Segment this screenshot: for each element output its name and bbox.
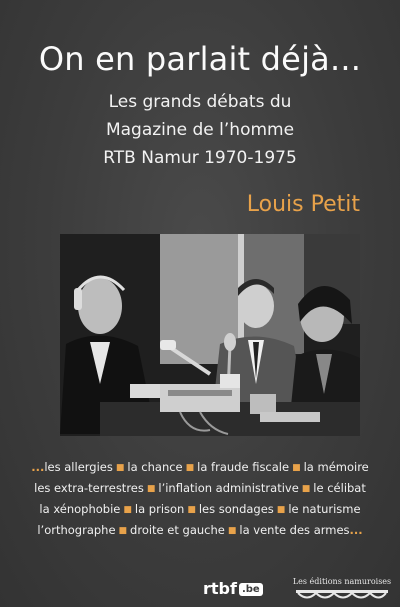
- topic-item: la fraude fiscale: [197, 460, 290, 474]
- bullet-icon: ■: [187, 505, 196, 515]
- topic-item: les sondages: [198, 502, 274, 516]
- bullet-icon: ■: [276, 505, 286, 515]
- ellipsis-trail: ...: [349, 523, 363, 537]
- bullet-icon: ■: [227, 526, 237, 536]
- subtitle-line-3: RTB Namur 1970-1975: [103, 148, 297, 168]
- cover-photo: [60, 234, 360, 436]
- topic-item: les extra-terrestres: [34, 481, 144, 495]
- bullet-icon: ■: [123, 505, 132, 515]
- rtbf-logo: [203, 579, 263, 598]
- bullet-icon: ■: [146, 484, 156, 494]
- bullet-icon: ■: [292, 463, 301, 473]
- bullet-icon: ■: [115, 463, 125, 473]
- topic-item: la xénophobie: [39, 502, 121, 516]
- author-name: Louis Petit: [246, 192, 360, 217]
- book-title: On en parlait déjà...: [38, 40, 362, 78]
- topics-line-3: [0, 502, 400, 516]
- topic-item: la mémoire: [303, 460, 369, 474]
- subtitle-line-1: Les grands débats du: [108, 92, 292, 112]
- bullet-icon: ■: [118, 526, 128, 536]
- topic-item: l’inflation administrative: [158, 481, 299, 495]
- topic-item: la vente des armes: [239, 523, 350, 537]
- topics-line-2: [0, 481, 400, 495]
- topic-item: les allergies: [44, 460, 113, 474]
- topic-item: le célibat: [313, 481, 366, 495]
- bullet-icon: ■: [301, 484, 311, 494]
- subtitle-line-2: Magazine de l’homme: [105, 120, 295, 140]
- bullet-icon: ■: [185, 463, 195, 473]
- rtbf-logo-text: rtbf: [203, 579, 237, 598]
- rtbf-logo-suffix: .be: [239, 583, 263, 596]
- ellipsis-lead: ...: [31, 460, 45, 474]
- topic-item: la chance: [127, 460, 183, 474]
- topic-item: droite et gauche: [130, 523, 225, 537]
- topic-item: l’orthographe: [37, 523, 116, 537]
- topic-item: le naturisme: [288, 502, 361, 516]
- publisher-name: Les éditions namuroises: [292, 577, 392, 586]
- topics-line-4: [0, 523, 400, 537]
- bridge-icon: [296, 590, 388, 602]
- radio-debate-photo: [60, 234, 360, 436]
- topic-item: la prison: [134, 502, 185, 516]
- cover-footer: [0, 573, 400, 607]
- topics-line-1: [0, 460, 400, 474]
